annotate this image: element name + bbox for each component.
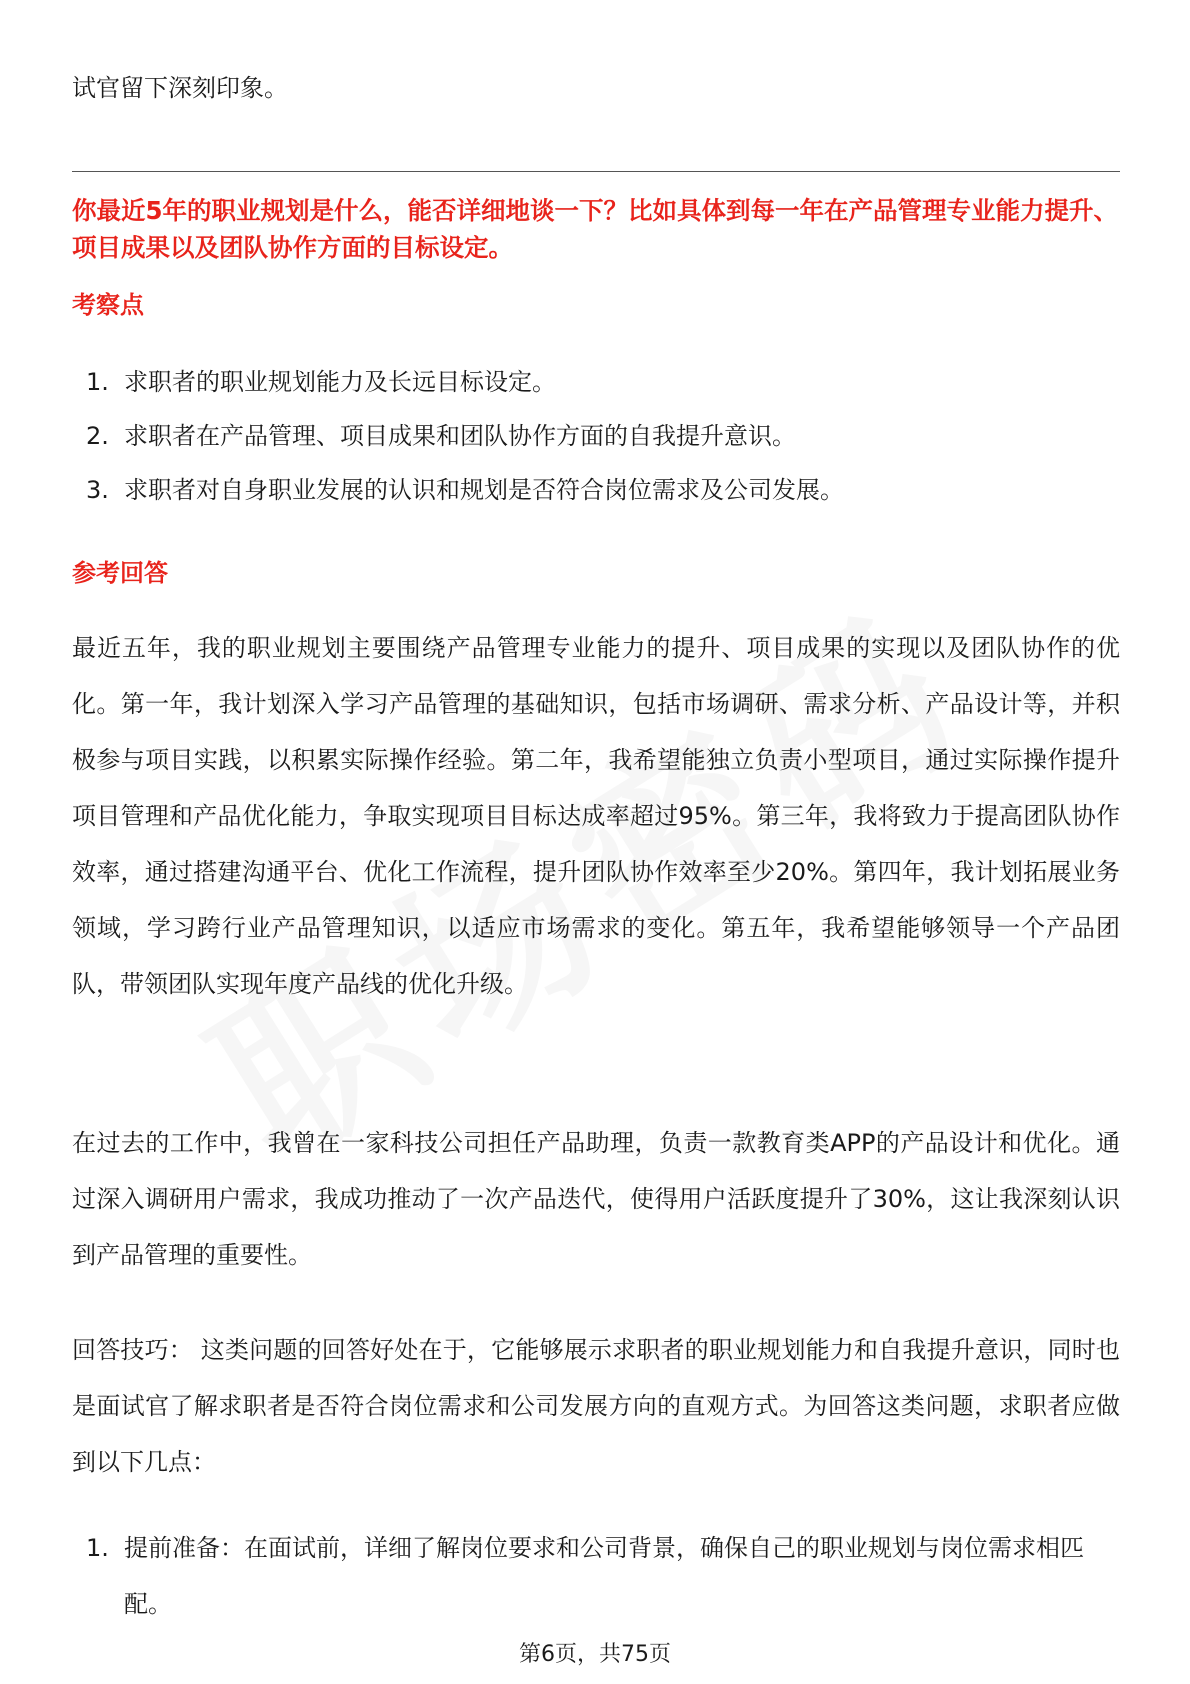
list-item (72, 418, 1120, 454)
list-item-text: 求职者在产品管理、项目成果和团队协作方面的自我提升意识。 (124, 422, 796, 450)
evaluation-heading: 考察点 (72, 291, 144, 319)
page-footer: 第6页，共75页 (519, 1642, 671, 1667)
list-number: 2. (86, 422, 109, 450)
tips-list (72, 1520, 1120, 1632)
list-number: 1. (86, 1534, 109, 1562)
answer-paragraph: 在过去的工作中，我曾在一家科技公司担任产品助理，负责一款教育类APP的产品设计和优化。通过深入调研用户需求，我成功推动了一次产品迭代，使得用户活跃度提升了30%，这让我深刻认识到产品管理的重要性。 (72, 1129, 1120, 1269)
list-item (72, 472, 1120, 508)
list-item-text: 求职者的职业规划能力及长远目标设定。 (124, 368, 556, 396)
list-item (72, 364, 1120, 400)
list-item-text: 提前准备：在面试前，详细了解岗位要求和公司背景，确保自己的职业规划与岗位需求相匹配。 (124, 1534, 1084, 1618)
list-number: 1. (86, 368, 109, 396)
list-item (72, 1520, 1120, 1632)
list-number: 3. (86, 476, 109, 504)
document-page (72, 0, 1120, 1684)
answer-paragraph: 最近五年，我的职业规划主要围绕产品管理专业能力的提升、项目成果的实现以及团队协作的优化。第一年，我计划深入学习产品管理的基础知识，包括市场调研、需求分析、产品设计等，并积极参与项目实践，以积累实际操作经验。第二年，我希望能独立负责小型项目，通过实际操作提升项目管理和产品优化能力，争取实现项目目标达成率超过95%。第三年，我将致力于提高团队协作效率，通过搭建沟通平台、优化工作流程，提升团队协作效率至少20%。第四年，我计划拓展业务领域，学习跨行业产品管理知识，以适应市场需求的变化。第五年，我希望能够领导一个产品团队，带领团队实现年度产品线的优化升级。 (72, 634, 1120, 998)
carryover-text: 试官留下深刻印象。 (72, 74, 288, 102)
evaluation-points-list (72, 364, 1120, 526)
answer-tips-paragraph: 回答技巧： 这类问题的回答好处在于，它能够展示求职者的职业规划能力和自我提升意识，同时也是面试官了解求职者是否符合岗位需求和公司发展方向的直观方式。为回答这类问题，求职者应做到以下几点： (72, 1336, 1120, 1476)
section-divider (72, 171, 1120, 172)
list-item-text: 求职者对自身职业发展的认识和规划是否符合岗位需求及公司发展。 (124, 476, 844, 504)
interview-question: 你最近5年的职业规划是什么，能否详细地谈一下？比如具体到每一年在产品管理专业能力提升、项目成果以及团队协作方面的目标设定。 (72, 196, 1119, 262)
answer-heading: 参考回答 (72, 559, 168, 587)
